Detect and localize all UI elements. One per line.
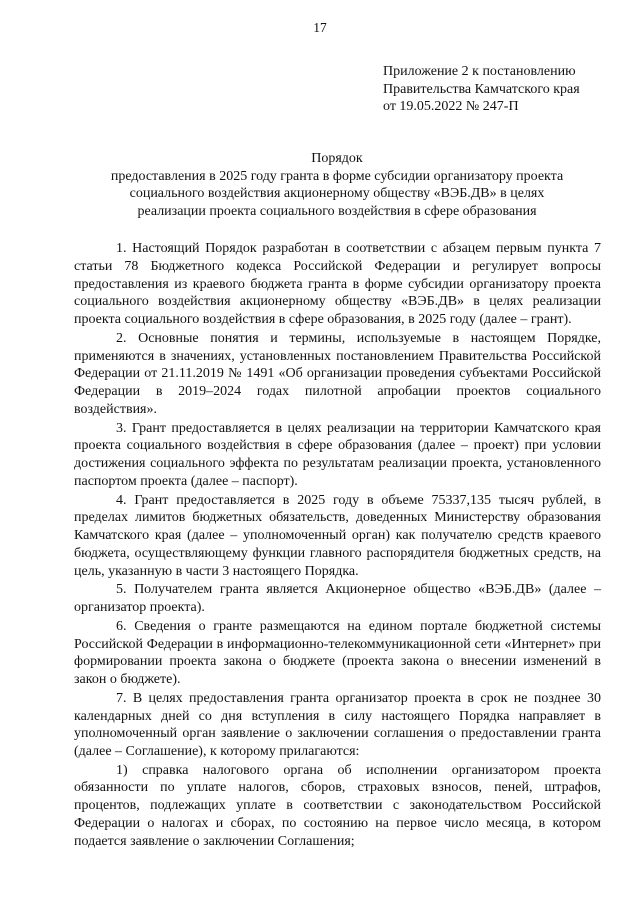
- title-line: предоставления в 2025 году гранта в форме субсидии организатору проекта: [110, 168, 564, 184]
- paragraph-3: 3. Грант предоставляется в целях реализации на территории Камчатского края проекта социального воздействия в сфере образования (далее – проект) при условии достижения социального эффекта по результатам реализации проекта, установленного паспортом проекта (далее – паспорт).: [74, 420, 601, 489]
- paragraph-5: 5. Получателем гранта является Акционерное общество «ВЭБ.ДВ» (далее – организатор проекта).: [74, 582, 601, 616]
- paragraph-2: 2. Основные понятия и термины, используемые в настоящем Порядке, применяются в значениях, установленных постановлением Правительства Российской Федерации от 21.11.2019 № 1491 «Об организации проведения субъектами Российской Федерации в 2019–2024 годах пилотной апробации проектов социального воздействия».: [74, 330, 601, 417]
- paragraph-4: 4. Грант предоставляется в 2025 году в объеме 75337,135 тысяч рублей, в пределах лимитов бюджетных обязательств, доведенных Министерству образования Камчатского края (далее – уполномоченный орган) как получателю средств краевого бюджета, осуществляющему функции главного распорядителя бюджетных средств, на цель, указанную в части 3 настоящего Порядка.: [74, 492, 601, 579]
- paragraph-7: 7. В целях предоставления гранта организатор проекта в срок не позднее 30 календарных дней со дня вступления в силу настоящего Порядка направляет в уполномоченный орган заявление о заключении соглашения о предоставлении гранта (далее – Соглашение), к которому прилагаются:: [74, 690, 601, 760]
- appendix-block: [383, 63, 580, 116]
- title-heading: Порядок: [311, 151, 363, 166]
- appendix-line: Правительства Камчатского края: [383, 81, 580, 97]
- title-line: реализации проекта социального воздействия в сфере образования: [137, 203, 537, 219]
- document-title: [72, 150, 602, 220]
- appendix-line: Приложение 2 к постановлению: [383, 64, 576, 79]
- paragraph-6: 6. Сведения о гранте размещаются на едином портале бюджетной системы Российской Федерации в информационно-телекоммуникационной сети «Интернет» при формировании проекта закона о бюджете (проекта закона о внесении изменений в закон о бюджете).: [74, 618, 601, 688]
- title-line: социального воздействия акционерному обществу «ВЭБ.ДВ» в целях: [129, 186, 545, 201]
- paragraph-7-item-1: 1) справка налогового органа об исполнении организатором проекта обязанности по уплате налогов, сборов, страховых взносов, пеней, штрафов, процентов, подлежащих уплате в соответствии с законодательством Российской Федерации о налогах и сборах, по состоянию на первое число месяца, в котором подается заявление о заключении Соглашения;: [74, 762, 601, 849]
- paragraph-1: 1. Настоящий Порядок разработан в соответствии с абзацем первым пункта 7 статьи 78 Бюджетного кодекса Российской Федерации и регулирует вопросы предоставления из краевого бюджета гранта в форме субсидии организатору проекта социального воздействия акционерному обществу «ВЭБ.ДВ» в целях реализации проекта социального воздействия в сфере образования, в 2025 году (далее – грант).: [74, 241, 601, 328]
- page-number: 17: [313, 20, 327, 35]
- document-body: [74, 240, 601, 851]
- appendix-line: от 19.05.2022 № 247-П: [383, 99, 519, 114]
